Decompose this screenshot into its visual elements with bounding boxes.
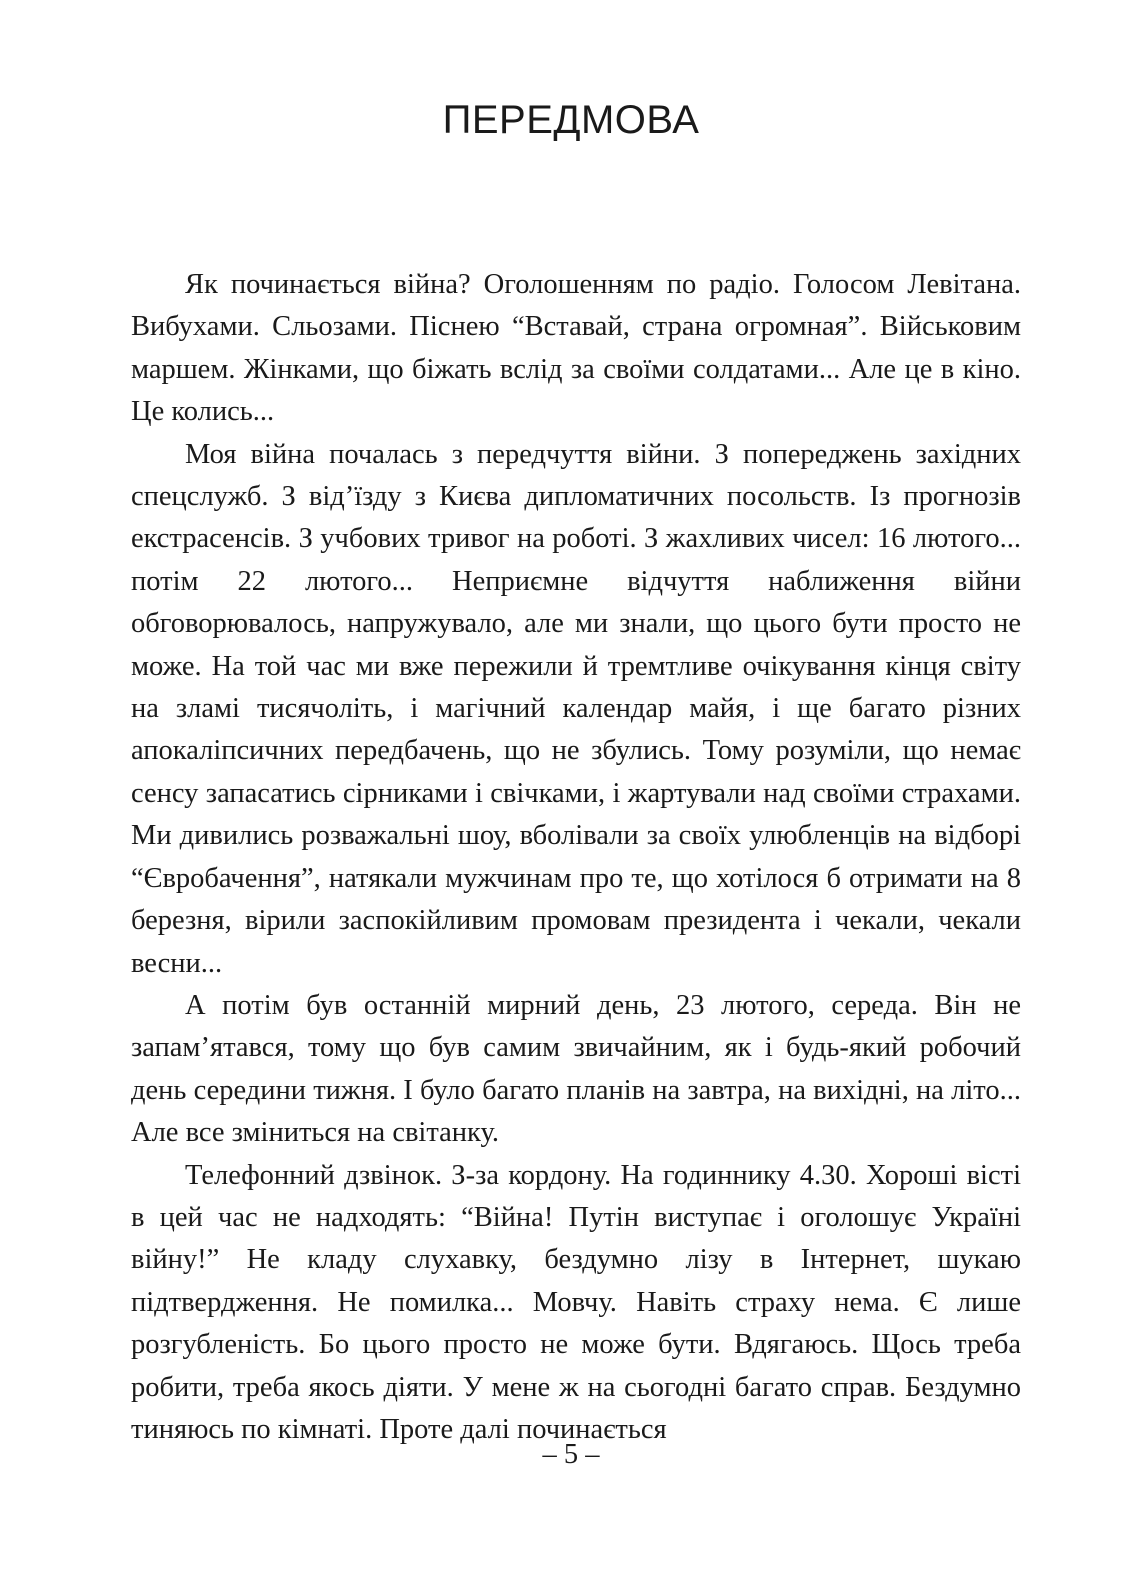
paragraph: Моя війна почалась з передчуття війни. З попереджень західних спецслужб. З від’їзду з Києва дипломатичних посольств. Із прогнозів екстрасенсів. З учбових тривог на роботі. З жахливих чисел: 16 лютого... потім 22 лютого... Неприємне відчуття наближення війни обговорювалось, напружувало, але ми знали, що цього бути просто не може. На той час ми вже пережили й тремтливе очікування кінця світу на зламі тисячоліть, і магічний календар майя, і ще багато різних апокаліпсичних передбачень, що не збулись. Тому розуміли, що немає сенсу запасатись сірниками і свічками, і жартували над своїми страхами. Ми дивились розважальні шоу, вболівали за своїх улюбленців на відборі “Євробачення”, натякали мужчинам про те, що хотілося б отримати на 8 березня, вірили заспокійливим промовам президента і чекали, чекали весни...	[131, 438, 1021, 979]
paragraph: Телефонний дзвінок. З-за кордону. На годиннику 4.30. Хороші вісті в цей час не надходять: “Війна! Путін виступає і оголошує Україні війну!” Не кладу слухавку, бездумно лізу в Інтернет, шукаю підтвердження. Не помилка... Мовчу. Навіть страху нема. Є лише розгубленість. Бо цього просто не може бути. Вдягаюсь. Щось треба робити, треба якось діяти. У мене ж на сьогодні багато справ. Бездумно тиняюсь по кімнаті. Проте далі починається	[131, 1159, 1021, 1445]
paragraph: Як починається війна? Оголошенням по радіо. Голосом Левітана. Вибухами. Сльозами. Піснею “Вставай, страна огромная”. Військовим маршем. Жінками, що біжать вслід за своїми солдатами... Але це в кіно. Це колись...	[131, 269, 1021, 428]
page-title: ПЕРЕДМОВА	[442, 98, 700, 142]
body-text	[131, 264, 1021, 1451]
page-number: – 5 –	[542, 1439, 600, 1470]
paragraph: А потім був останній мирний день, 23 лютого, середа. Він не запам’ятався, тому що був самим звичайним, як і будь-який робочий день середини тижня. І було багато планів на завтра, на вихідні, на літо... Але все зміниться на світанку.	[131, 989, 1021, 1149]
